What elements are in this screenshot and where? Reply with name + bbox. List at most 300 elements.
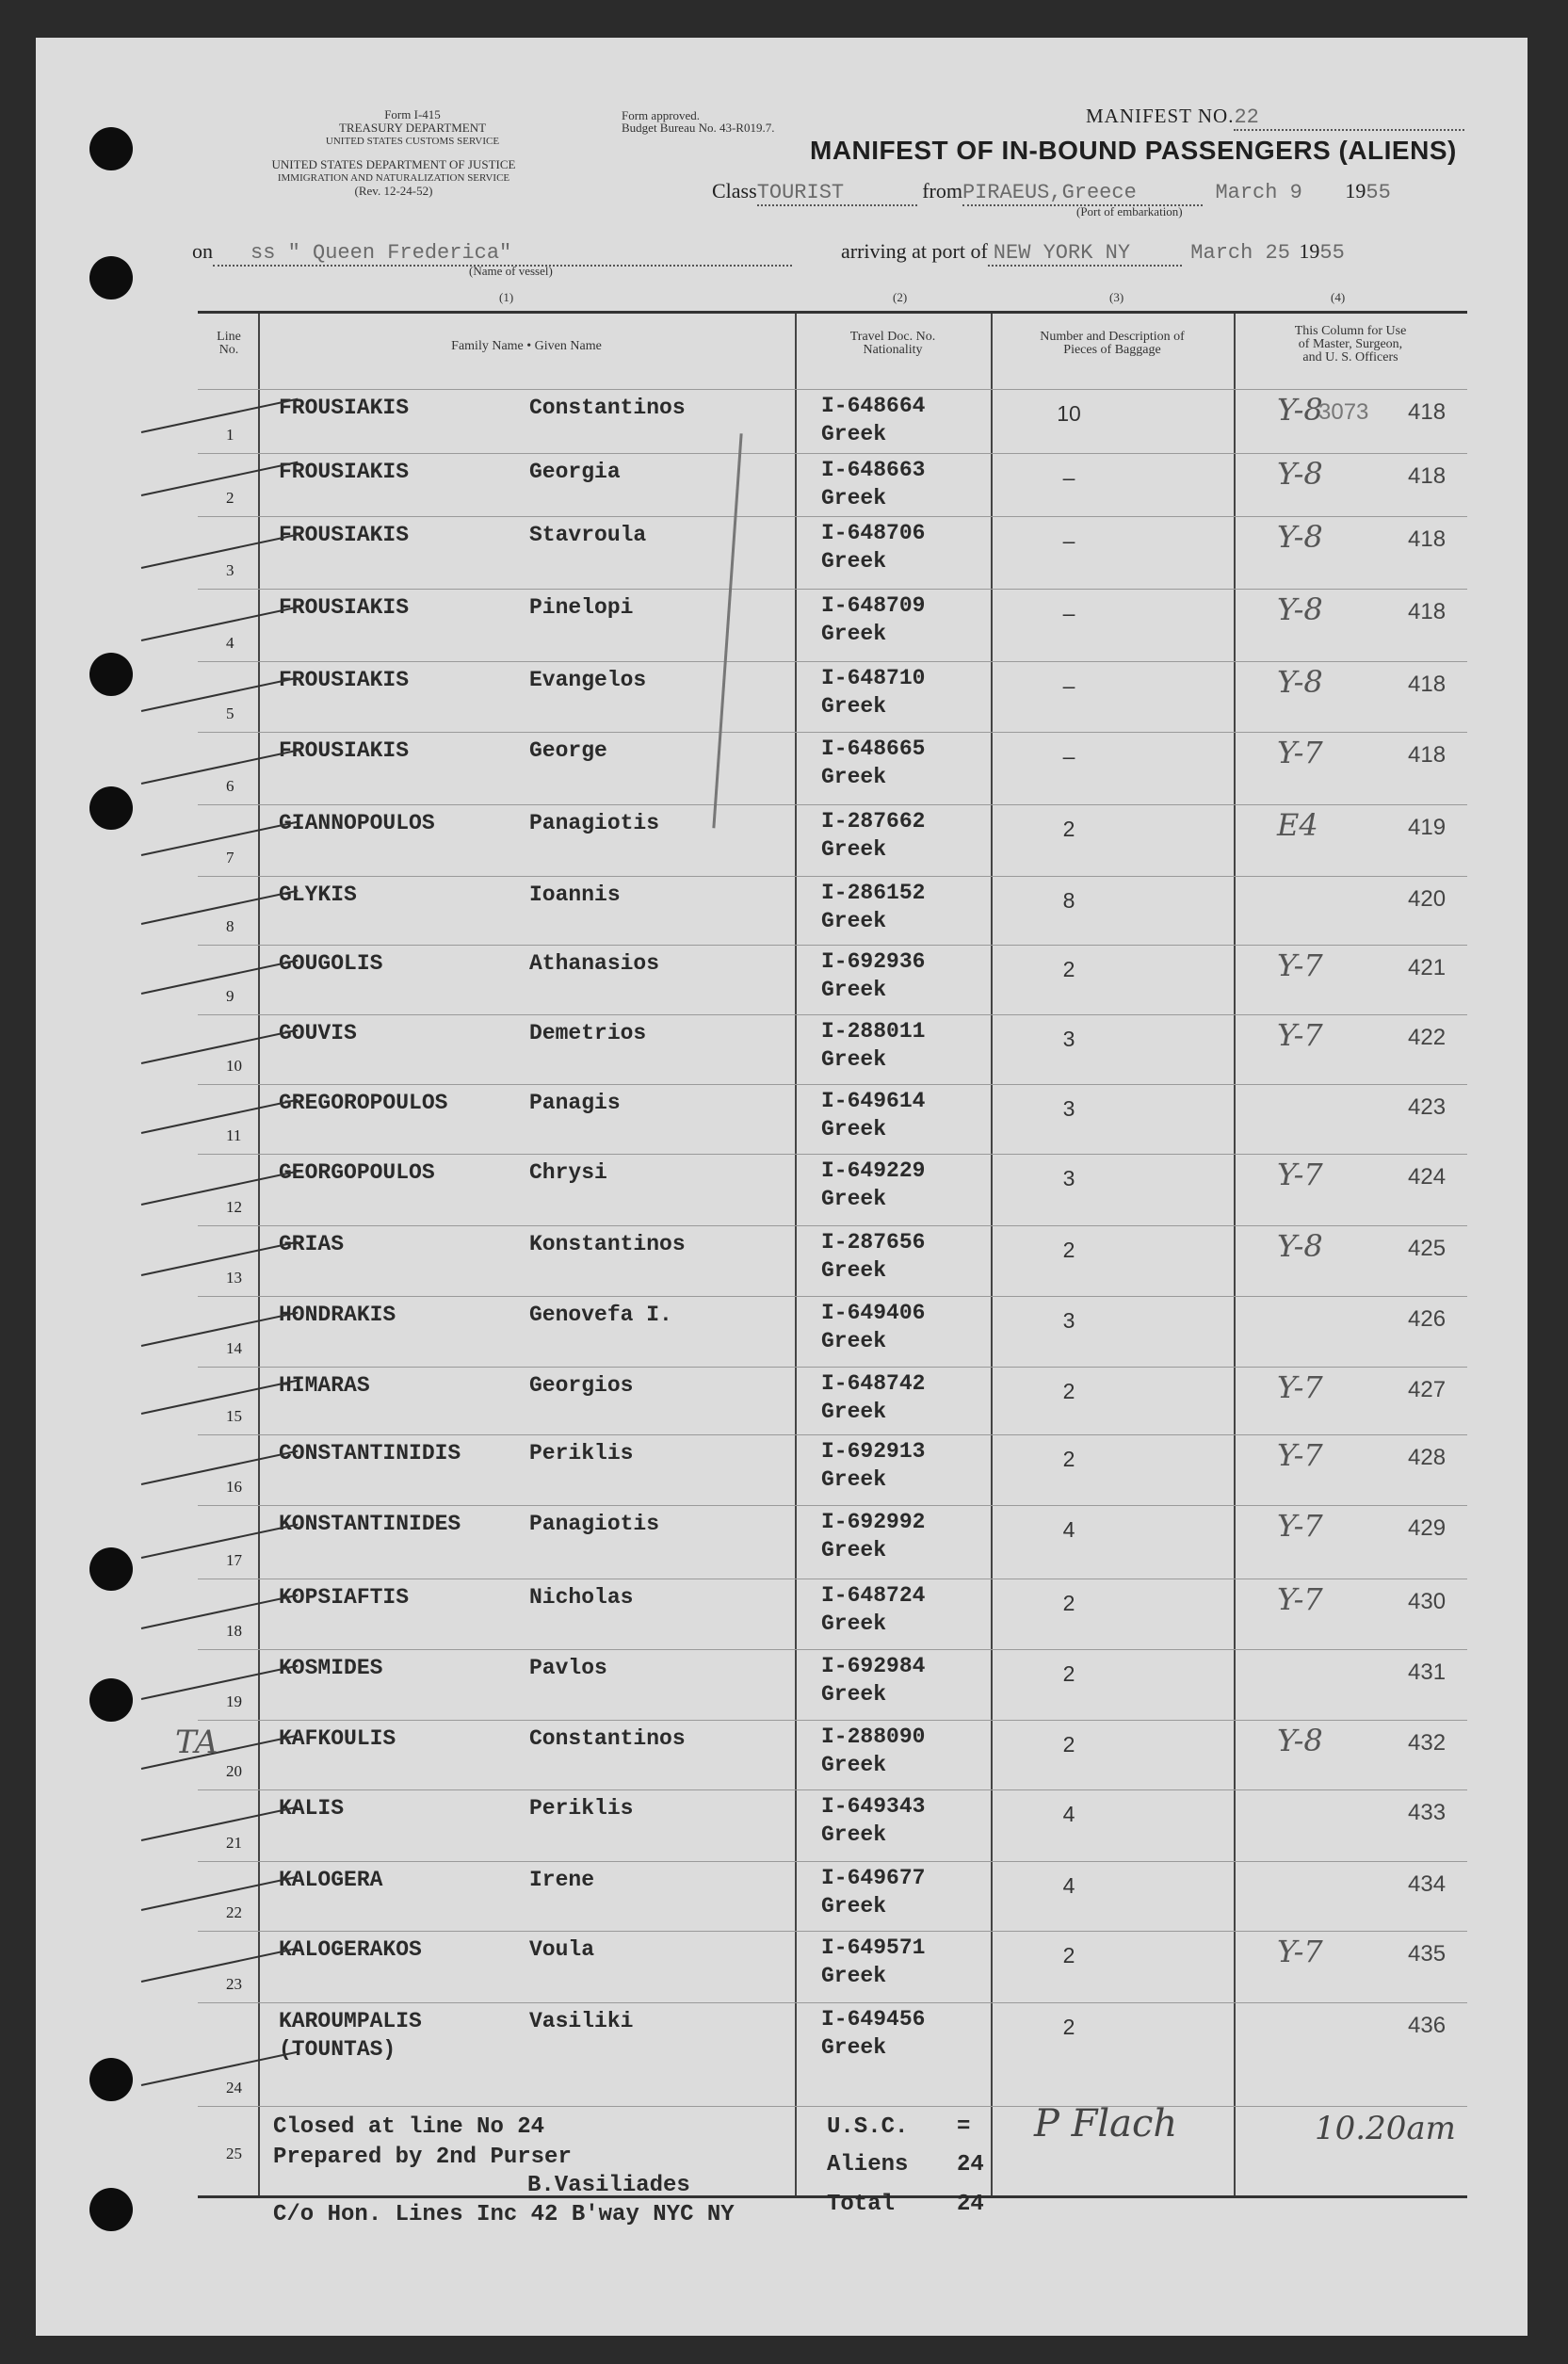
manifest-no [1086, 104, 1464, 131]
total-value: 24 [957, 2192, 984, 2217]
family-name: KOPSIAFTIS [279, 1585, 410, 1610]
embarkation-date: March 9 [1215, 181, 1302, 204]
nationality: Greek [821, 909, 887, 933]
check-mark [141, 1595, 299, 1629]
travel-doc-number: I-288011 [821, 1019, 926, 1044]
travel-doc-number: I-288090 [821, 1724, 926, 1749]
baggage-count: – [1062, 744, 1075, 769]
given-name: Georgia [529, 460, 621, 484]
line-number: 1 [226, 426, 234, 444]
nationality: Greek [821, 694, 887, 719]
sequence-number: 418 [1408, 463, 1447, 489]
vessel-line [192, 239, 792, 267]
travel-doc-number: I-649229 [821, 1158, 926, 1183]
baggage-count: 2 [1062, 2015, 1075, 2039]
given-name: Pinelopi [529, 595, 634, 620]
sequence-number: 420 [1408, 886, 1447, 912]
check-mark [141, 890, 299, 925]
nationality: Greek [821, 549, 887, 574]
sequence-number: 425 [1408, 1236, 1447, 1261]
baggage-count: 2 [1062, 1447, 1075, 1471]
table-row [198, 1434, 1467, 1506]
binder-hole [89, 1678, 133, 1722]
line-number: 23 [226, 1975, 242, 1993]
family-name: HIMARAS [279, 1373, 370, 1398]
given-name: Genovefa I. [529, 1303, 672, 1327]
table-row [198, 1649, 1467, 1721]
check-mark [141, 1876, 299, 1911]
sequence-number: 435 [1408, 1941, 1447, 1967]
travel-doc-number: I-692984 [821, 1654, 926, 1678]
check-mark [141, 1948, 299, 1983]
usc-label: U.S.C. [827, 2114, 909, 2140]
table-row [198, 1154, 1467, 1226]
table-row [198, 804, 1467, 877]
nationality: Greek [821, 1258, 887, 1283]
nationality: Greek [821, 1611, 887, 1636]
nationality: Greek [821, 1894, 887, 1919]
sequence-number: 429 [1408, 1515, 1447, 1541]
check-mark [141, 398, 299, 433]
baggage-count: 2 [1062, 957, 1075, 981]
table-row [198, 453, 1467, 517]
line-number: 11 [226, 1126, 242, 1144]
officer-mark: Y-8 [1277, 591, 1323, 627]
baggage-count: 2 [1062, 1661, 1075, 1686]
travel-doc-number: I-648724 [821, 1583, 926, 1608]
family-name: GOUVIS [279, 1021, 357, 1045]
table-row [198, 1014, 1467, 1085]
travel-doc-number: I-648665 [821, 737, 926, 761]
family-name: KALOGERA [279, 1868, 383, 1892]
table-row [198, 1505, 1467, 1579]
arrival-date: March 25 [1190, 241, 1290, 265]
col-number-3: (3) [1109, 290, 1124, 304]
embarkation-port: PIRAEUS,Greece [962, 181, 1203, 206]
sequence-number: 428 [1408, 1445, 1447, 1470]
travel-doc-number: I-649614 [821, 1089, 926, 1113]
officer-mark: Y-7 [1277, 1934, 1323, 1969]
check-mark [141, 607, 299, 641]
table-row [198, 1296, 1467, 1368]
sequence-number: 426 [1408, 1306, 1447, 1332]
arrival-port: NEW YORK NY [988, 241, 1182, 267]
sequence-number: 422 [1408, 1025, 1447, 1050]
given-name: Constantinos [529, 396, 686, 420]
budget-bureau: Budget Bureau No. 43-R019.7. [622, 121, 775, 135]
nationality: Greek [821, 1538, 887, 1563]
revision: (Rev. 12-24-52) [354, 184, 433, 198]
table-row [198, 2002, 1467, 2107]
nationality: Greek [821, 837, 887, 862]
sequence-number: 434 [1408, 1871, 1447, 1897]
table-row [198, 1720, 1467, 1790]
family-name: KAROUMPALIS [279, 2009, 422, 2033]
from-label: from [922, 179, 962, 202]
family-name: GIANNOPOULOS [279, 811, 435, 835]
customs-service: UNITED STATES CUSTOMS SERVICE [325, 136, 500, 147]
family-name: FROUSIAKIS [279, 595, 410, 620]
line-number: 13 [226, 1269, 242, 1287]
vessel-name: ss " Queen Frederica" [213, 241, 792, 267]
officer-mark: Y-7 [1277, 1369, 1323, 1405]
table-row [198, 1367, 1467, 1435]
baggage-count: 10 [1057, 401, 1081, 426]
nationality: Greek [821, 1822, 887, 1847]
line-number: 16 [226, 1478, 242, 1496]
col-number-4: (4) [1331, 290, 1346, 304]
nationality: Greek [821, 1117, 887, 1142]
travel-doc-number: I-692992 [821, 1510, 926, 1534]
officer-signature: P Flach [1034, 2102, 1178, 2145]
sequence-number: 436 [1408, 2013, 1447, 2038]
nationality: Greek [821, 422, 887, 446]
travel-doc-number: I-649456 [821, 2007, 926, 2032]
line-number: 20 [226, 1762, 242, 1780]
prepared-by: Prepared by 2nd Purser [273, 2145, 572, 2170]
usc-value: = [957, 2114, 971, 2140]
check-mark [141, 1171, 299, 1206]
signature-time: 10.20am [1315, 2110, 1456, 2147]
given-name: Panagiotis [529, 1512, 660, 1536]
table-row [198, 661, 1467, 733]
family-name: FROUSIAKIS [279, 396, 410, 420]
form-agency-block [290, 108, 535, 148]
sequence-number: 433 [1408, 1800, 1447, 1825]
travel-doc-number: I-648706 [821, 521, 926, 545]
class-line [712, 179, 1391, 206]
line-number: 17 [226, 1551, 242, 1569]
baggage-count: 2 [1062, 817, 1075, 841]
sequence-number: 419 [1408, 815, 1447, 840]
given-name: Nicholas [529, 1585, 634, 1610]
given-name: Panagis [529, 1091, 621, 1115]
line-number: 22 [226, 1903, 242, 1921]
binder-hole [89, 127, 133, 170]
baggage-count: 2 [1062, 1238, 1075, 1262]
baggage-count: – [1062, 528, 1075, 553]
table-row [198, 389, 1467, 454]
travel-doc-number: I-648663 [821, 458, 926, 482]
approval-block [622, 109, 774, 134]
binder-hole [89, 653, 133, 696]
given-name: George [529, 738, 607, 763]
travel-doc-number: I-287656 [821, 1230, 926, 1255]
baggage-count: 4 [1062, 1873, 1075, 1898]
baggage-count: 2 [1062, 1943, 1075, 1967]
nationality: Greek [821, 1187, 887, 1211]
baggage-count: – [1062, 601, 1075, 625]
given-name: Vasiliki [529, 2009, 634, 2033]
given-name: Athanasios [529, 951, 660, 976]
line-number: 5 [226, 704, 234, 722]
nationality: Greek [821, 622, 887, 646]
check-mark [141, 750, 299, 785]
travel-doc-number: I-286152 [821, 881, 926, 905]
table-row [198, 1225, 1467, 1297]
vessel-caption: (Name of vessel) [469, 264, 553, 278]
officer-mark: Y-8 [1277, 664, 1323, 700]
given-name: Panagiotis [529, 811, 660, 835]
line-number: 3 [226, 561, 234, 579]
total-label: Total [827, 2192, 896, 2217]
nationality: Greek [821, 1964, 887, 1988]
baggage-count: 2 [1062, 1379, 1075, 1403]
nationality: Greek [821, 1047, 887, 1072]
nationality: Greek [821, 1682, 887, 1707]
nationality: Greek [821, 1329, 887, 1353]
given-name: Evangelos [529, 668, 647, 692]
baggage-count: 2 [1062, 1732, 1075, 1757]
family-name: KALOGERAKOS [279, 1937, 422, 1962]
given-name: Konstantinos [529, 1232, 686, 1256]
baggage-count: 3 [1062, 1096, 1075, 1121]
year-prefix: 19 [1345, 179, 1366, 202]
officer-mark: Y-7 [1277, 1157, 1323, 1192]
baggage-count: – [1062, 673, 1075, 698]
arriving-label: arriving at port of [841, 239, 988, 263]
table-row [198, 1789, 1467, 1862]
check-mark [141, 960, 299, 995]
given-name: Chrysi [529, 1160, 607, 1185]
family-name: GRIAS [279, 1232, 345, 1256]
sequence-number: 418 [1408, 526, 1447, 552]
sequence-number: 421 [1408, 955, 1447, 980]
check-mark [141, 1380, 299, 1415]
officer-mark: Y-7 [1277, 1017, 1323, 1053]
table-row [198, 945, 1467, 1015]
line-number: 24 [226, 2079, 242, 2097]
family-name: GOUGOLIS [279, 951, 383, 976]
given-name: Stavroula [529, 523, 647, 547]
binder-hole [89, 786, 133, 830]
justice-block [186, 158, 601, 198]
family-name: HONDRAKIS [279, 1303, 396, 1327]
table-row [198, 589, 1467, 662]
baggage-count: 4 [1062, 1517, 1075, 1542]
line-number: 6 [226, 777, 234, 795]
family-name: FROUSIAKIS [279, 738, 410, 763]
given-name: Irene [529, 1868, 595, 1892]
purser-name: B.Vasiliades [527, 2173, 690, 2198]
officer-mark: Y-7 [1277, 735, 1323, 770]
family-name: FROUSIAKIS [279, 460, 410, 484]
line-number: 10 [226, 1057, 242, 1075]
line-number: 19 [226, 1692, 242, 1710]
line-number: 2 [226, 489, 234, 507]
baggage-count: – [1062, 465, 1075, 490]
officer-mark: Y-7 [1277, 1437, 1323, 1473]
check-mark [141, 1735, 299, 1770]
table-row [198, 732, 1467, 805]
sequence-number: 430 [1408, 1589, 1447, 1614]
officer-mark: Y-7 [1277, 1508, 1323, 1544]
binder-hole [89, 2058, 133, 2101]
on-label: on [192, 239, 213, 263]
travel-doc-number: I-649343 [821, 1794, 926, 1819]
arrival-year-prefix: 19 [1299, 239, 1320, 263]
nationality: Greek [821, 978, 887, 1002]
baggage-count: 3 [1062, 1308, 1075, 1333]
check-mark [141, 1450, 299, 1485]
line-number: 7 [226, 849, 234, 866]
sequence-number: 418 [1408, 742, 1447, 768]
nationality: Greek [821, 1467, 887, 1492]
line-number: 15 [226, 1407, 242, 1425]
given-name: Constantinos [529, 1726, 686, 1751]
baggage-count: 3 [1062, 1166, 1075, 1190]
class-value: TOURIST [757, 181, 917, 206]
officer-mark: Y-8 [1277, 1228, 1323, 1264]
col-header-travel-doc: Travel Doc. No. Nationality [849, 330, 936, 357]
baggage-count: 2 [1062, 1591, 1075, 1615]
line-number: 12 [226, 1198, 242, 1216]
baggage-count: 4 [1062, 1802, 1075, 1826]
baggage-count: 8 [1062, 888, 1075, 913]
check-mark [141, 1665, 299, 1700]
table-row [198, 1931, 1467, 2003]
travel-doc-number: I-648709 [821, 593, 926, 618]
family-name: KALIS [279, 1796, 345, 1821]
col-header-officers: This Column for Use of Master, Surgeon, and U. S. Officers [1294, 324, 1407, 364]
sequence-number: 418 [1408, 399, 1447, 425]
margin-note-ta: TA [175, 1724, 218, 1761]
family-name-alt: (TOUNTAS) [279, 2037, 396, 2062]
travel-doc-number: I-649571 [821, 1935, 926, 1960]
check-mark [141, 1312, 299, 1347]
family-name: FROUSIAKIS [279, 668, 410, 692]
family-name: CONSTANTINIDIS [279, 1441, 461, 1465]
manifest-no-value: 22 [1234, 105, 1464, 131]
line-number: 4 [226, 634, 234, 652]
line-number: 9 [226, 987, 234, 1005]
passenger-table [198, 311, 1467, 2198]
nationality: Greek [821, 1753, 887, 1777]
check-mark [141, 1806, 299, 1841]
given-name: Georgios [529, 1373, 634, 1398]
binder-hole [89, 1547, 133, 1591]
sequence-number: 427 [1408, 1377, 1447, 1402]
sequence-number: 423 [1408, 1094, 1447, 1120]
line-number: 14 [226, 1339, 242, 1357]
nationality: Greek [821, 486, 887, 510]
col-header-line-no: Line No. [217, 330, 241, 357]
given-name: Ioannis [529, 882, 621, 907]
check-mark [141, 1029, 299, 1064]
year-suffix: 55 [1366, 181, 1391, 204]
family-name: GLYKIS [279, 882, 357, 907]
table-row [198, 1579, 1467, 1650]
arrival-line [841, 239, 1345, 267]
check-mark [141, 1524, 299, 1559]
manifest-no-label: MANIFEST NO. [1086, 105, 1235, 127]
check-mark [141, 461, 299, 496]
travel-doc-number: I-649677 [821, 1866, 926, 1890]
family-name: FROUSIAKIS [279, 523, 410, 547]
officer-mark: Y-8 [1277, 392, 1323, 428]
sequence-number: 418 [1408, 672, 1447, 697]
table-row [198, 1084, 1467, 1155]
table-row [198, 876, 1467, 946]
check-mark [141, 1241, 299, 1276]
travel-doc-number: I-692936 [821, 949, 926, 974]
treasury-department: TREASURY DEPARTMENT [338, 121, 487, 135]
given-name: Periklis [529, 1796, 634, 1821]
check-mark [141, 677, 299, 712]
family-name: KAFKOULIS [279, 1726, 396, 1751]
aliens-label: Aliens [827, 2152, 909, 2178]
given-name: Voula [529, 1937, 595, 1962]
table-row [198, 516, 1467, 590]
check-mark [141, 534, 299, 569]
travel-doc-number: I-648710 [821, 666, 926, 690]
family-name: GREGOROPOULOS [279, 1091, 448, 1115]
travel-doc-number: I-287662 [821, 809, 926, 834]
given-name: Demetrios [529, 1021, 647, 1045]
form-approved: Form approved. [622, 108, 701, 122]
line-number: 8 [226, 917, 234, 935]
binder-hole [89, 256, 133, 300]
officer-mark: Y-7 [1277, 1581, 1323, 1617]
officer-mark: Y-8 [1277, 1723, 1323, 1758]
col-number-2: (2) [893, 290, 908, 304]
care-of: C/o Hon. Lines Inc 42 B'way NYC NY [273, 2202, 735, 2227]
nationality: Greek [821, 2035, 887, 2060]
page-title: MANIFEST OF IN-BOUND PASSENGERS (ALIENS) [810, 136, 1457, 165]
travel-doc-number: I-692913 [821, 1439, 926, 1464]
travel-doc-number: I-648742 [821, 1371, 926, 1396]
check-mark [141, 821, 299, 856]
officer-mark: Y-8 [1277, 519, 1323, 555]
officer-mark: Y-8 [1277, 456, 1323, 492]
travel-doc-number: I-649406 [821, 1301, 926, 1325]
sequence-number: 432 [1408, 1730, 1447, 1756]
check-mark [141, 2051, 299, 2086]
col-number-1: (1) [499, 290, 514, 304]
arrival-year-suffix: 55 [1319, 241, 1345, 265]
justice-department: UNITED STATES DEPARTMENT OF JUSTICE [271, 157, 516, 171]
given-name: Pavlos [529, 1656, 607, 1680]
aliens-value: 24 [957, 2152, 984, 2178]
line-number: 21 [226, 1834, 242, 1852]
col-header-name: Family Name • Given Name [451, 339, 602, 353]
table-row [198, 1861, 1467, 1932]
closed-at-line: Closed at line No 24 [273, 2114, 545, 2140]
nationality: Greek [821, 765, 887, 789]
port-of-embarkation-caption: (Port of embarkation) [1076, 204, 1183, 219]
given-name: Periklis [529, 1441, 634, 1465]
line-number: 18 [226, 1622, 242, 1640]
family-name: GEORGOPOULOS [279, 1160, 435, 1185]
line-number: 25 [226, 2145, 242, 2162]
officer-code: 3073 [1318, 399, 1369, 425]
sequence-number: 431 [1408, 1660, 1447, 1685]
baggage-count: 3 [1062, 1027, 1075, 1051]
class-label: Class [712, 179, 757, 202]
sequence-number: 424 [1408, 1164, 1447, 1190]
travel-doc-number: I-648664 [821, 394, 926, 418]
nationality: Greek [821, 1400, 887, 1424]
family-name: KONSTANTINIDES [279, 1512, 461, 1536]
family-name: KOSMIDES [279, 1656, 383, 1680]
col-header-baggage: Number and Description of Pieces of Baggage [1040, 330, 1185, 357]
binder-hole [89, 2188, 133, 2231]
sequence-number: 418 [1408, 599, 1447, 624]
form-number: Form I-415 [384, 107, 441, 121]
officer-mark: Y-7 [1277, 947, 1323, 983]
check-mark [141, 1099, 299, 1134]
officer-mark: E4 [1277, 807, 1318, 843]
